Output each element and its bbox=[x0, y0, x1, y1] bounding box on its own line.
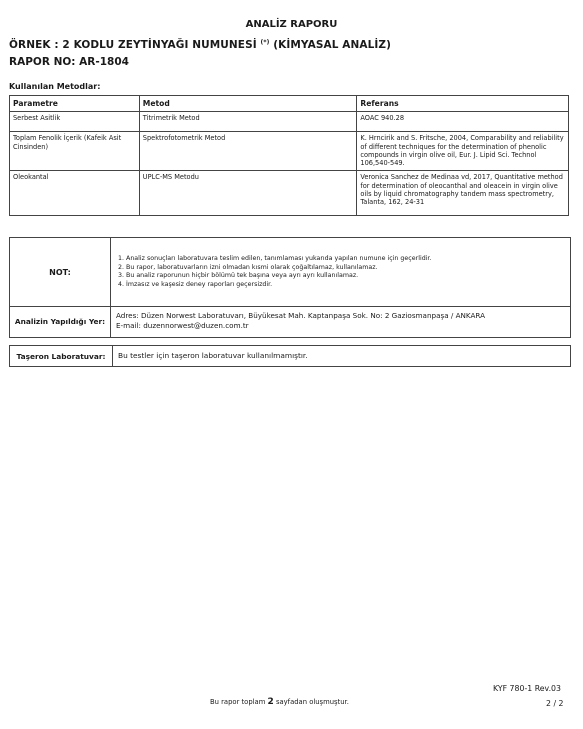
document-code: KYF 780-1 Rev.03 bbox=[493, 684, 561, 693]
lab-contact bbox=[116, 311, 485, 331]
metod-cell: Titrimetrik Metod bbox=[139, 112, 357, 132]
subcontractor-text: Bu testler için taşeron laboratuvar kullanılmamıştır. bbox=[118, 351, 308, 360]
table-row bbox=[10, 132, 569, 171]
page-count-note bbox=[210, 697, 349, 707]
parametre-cell: Toplam Fenolik İçerik (Kafeik Asit Cinsinden) bbox=[10, 132, 140, 171]
table-row bbox=[10, 112, 569, 132]
methods-heading: Kullanılan Metodlar: bbox=[9, 82, 101, 91]
notes-box bbox=[9, 237, 571, 338]
referans-cell: K. Hrncirik and S. Fritsche, 2004, Comparability and reliability of different techniques for the determination of phenolic compounds in virgin olive oil, Eur. J. Lipid Sci. Technol 106,540-549. bbox=[357, 132, 569, 171]
column-header-parametre: Parametre bbox=[10, 96, 140, 112]
metod-cell: Spektrofotometrik Metod bbox=[139, 132, 357, 171]
subcontractor-box bbox=[9, 345, 571, 367]
analysis-type: (KİMYASAL ANALİZ) bbox=[273, 39, 392, 51]
notes-list bbox=[118, 255, 431, 289]
page-count-suffix: sayfadan oluşmuştur. bbox=[275, 698, 349, 706]
parametre-cell: Oleokantal bbox=[10, 171, 140, 216]
lab-location-label: Analizin Yapıldığı Yer: bbox=[10, 306, 111, 337]
lab-email: E-mail: duzennorwest@duzen.com.tr bbox=[116, 321, 249, 331]
page-number: 2 / 2 bbox=[546, 699, 564, 708]
note-item: 1. Analiz sonuçları laboratuvara teslim edilen, tanımlaması yukarıda yapılan numune için geçerlidir. bbox=[118, 255, 432, 262]
sample-title bbox=[9, 39, 391, 51]
sample-name: ÖRNEK : 2 KODLU ZEYTİNYAĞI NUMUNESİ bbox=[9, 39, 257, 51]
lab-address: Adres: Düzen Norwest Laboratuvarı, Büyükesat Mah. Kaptanpaşa Sok. No: 2 Gaziosmanpaşa / ANKARA bbox=[116, 311, 486, 320]
metod-cell: UPLC-MS Metodu bbox=[139, 171, 357, 216]
table-row bbox=[10, 171, 569, 216]
referans-cell: Veronica Sanchez de Medinaa vd, 2017, Quantitative method for determination of oleocanthal and oleacein in virgin olive oils by liquid chromatography tandem mass spectrometry, Talanta, 162, 24-31 bbox=[357, 171, 569, 216]
note-item: 4. İmzasız ve kaşesiz deney raporları geçersizdir. bbox=[118, 280, 273, 288]
methods-table bbox=[9, 95, 569, 216]
notes-label: NOT: bbox=[10, 238, 111, 306]
report-number: RAPOR NO: AR-1804 bbox=[9, 56, 129, 68]
note-item: 3. Bu analiz raporunun hiçbir bölümü tek başına veya ayrı ayrı kullanılamaz. bbox=[118, 272, 359, 279]
referans-cell: AOAC 940.28 bbox=[357, 112, 569, 132]
methods-header-row bbox=[10, 96, 569, 112]
subcontractor-label: Taşeron Laboratuvar: bbox=[10, 346, 113, 366]
parametre-cell: Serbest Asitlik bbox=[10, 112, 140, 132]
report-title: ANALİZ RAPORU bbox=[245, 19, 338, 30]
note-item: 2. Bu rapor, laboratuvarların izni olmadan kısmi olarak çoğaltılamaz, kullanılamaz. bbox=[118, 263, 378, 271]
sample-footnote-mark: (*) bbox=[260, 39, 270, 46]
page-count-prefix: Bu rapor toplam bbox=[210, 698, 266, 706]
column-header-metod: Metod bbox=[139, 96, 357, 112]
page-count-number: 2 bbox=[267, 697, 274, 707]
column-header-referans: Referans bbox=[357, 96, 569, 112]
